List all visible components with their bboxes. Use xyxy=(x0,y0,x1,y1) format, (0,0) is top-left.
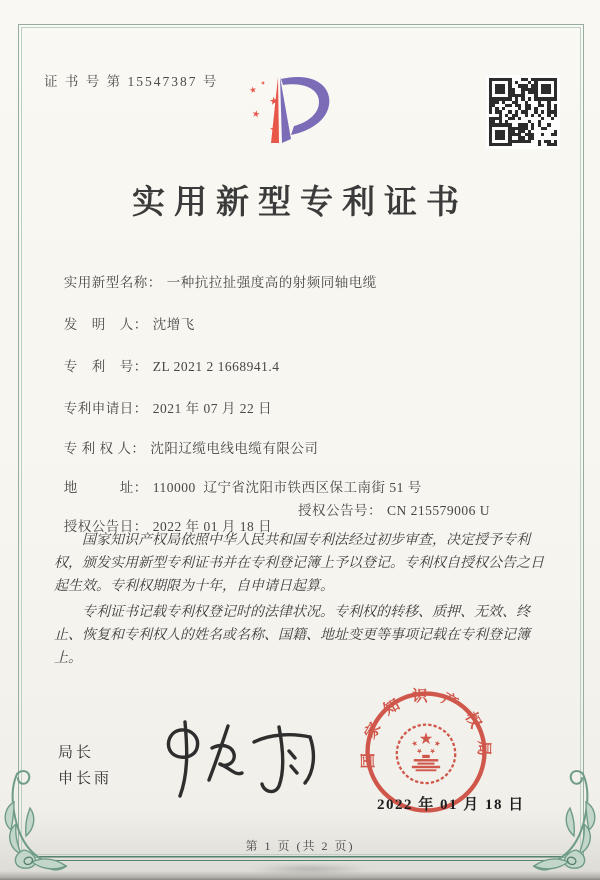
field-label: 地 址： xyxy=(63,480,148,495)
field-value: 沈阳辽缆电线电缆有限公司 xyxy=(150,441,319,456)
field-value: ZL 2021 2 1668941.4 xyxy=(152,359,280,374)
field-row-patentee xyxy=(56,421,561,457)
grant-number: 授权公告号： CN 215579006 U xyxy=(298,503,491,518)
seal-text: 国家知识产权局 xyxy=(360,688,492,769)
page-title: 实用新型专利证书 xyxy=(132,185,468,221)
field-value: 110000 辽宁省沈阳市铁西区保工南街 51 号 xyxy=(152,480,422,495)
field-value: 沈增飞 xyxy=(152,317,195,332)
field-row-patent-number xyxy=(56,339,561,375)
seal-date: 2022 年 01 月 18 日 xyxy=(377,797,525,813)
field-row-utility-name xyxy=(56,255,561,291)
field-row-filing-date xyxy=(56,381,561,417)
field-label: 专 利 号： xyxy=(63,359,148,374)
cnipa-logo-icon xyxy=(244,71,356,161)
bottom-double-rule xyxy=(36,856,564,861)
field-label: 发 明 人： xyxy=(63,317,148,332)
qr-code-grid xyxy=(489,78,557,146)
floral-flourish-bottom-right-icon xyxy=(530,766,598,872)
qr-code xyxy=(486,75,560,149)
page-number: 第 1 页 (共 2 页) xyxy=(245,839,355,853)
signer-name: 申长雨 xyxy=(58,771,113,787)
field-label: 专 利 权 人： xyxy=(63,441,146,456)
legal-paragraph-1: 国家知识产权局依照中华人民共和国专利法经过初步审查，决定授予专利权，颁发实用新型专利证书并在专利登记簿上予以登记。专利权自授权公告之日起生效。专利权期限为十年，自申请日起算。 xyxy=(54,533,544,594)
legal-paragraph-2: 专利证书记载专利权登记时的法律状况。专利权的转移、质押、无效、终止、恢复和专利权人的姓名或名称、国籍、地址变更等事项记载在专利登记簿上。 xyxy=(54,604,530,666)
field-label: 实用新型名称： xyxy=(63,275,162,290)
certificate-number: 证 书 号 第 15547387 号 xyxy=(44,74,219,89)
field-label: 专利申请日： xyxy=(63,401,148,416)
field-row-inventor xyxy=(56,297,561,333)
field-value: 一种抗拉扯强度高的射频同轴电缆 xyxy=(166,275,377,290)
field-value: 2021 年 07 月 22 日 xyxy=(152,401,273,416)
legal-text xyxy=(54,530,552,674)
signer-title: 局长 xyxy=(58,745,95,761)
handwritten-signature-icon xyxy=(150,718,330,803)
field-row-address xyxy=(56,460,561,496)
paper-bottom-edge xyxy=(0,871,600,880)
grant-date: 授权公告日： 2022 年 01 月 18 日 xyxy=(63,519,273,534)
qr-module xyxy=(554,143,557,146)
